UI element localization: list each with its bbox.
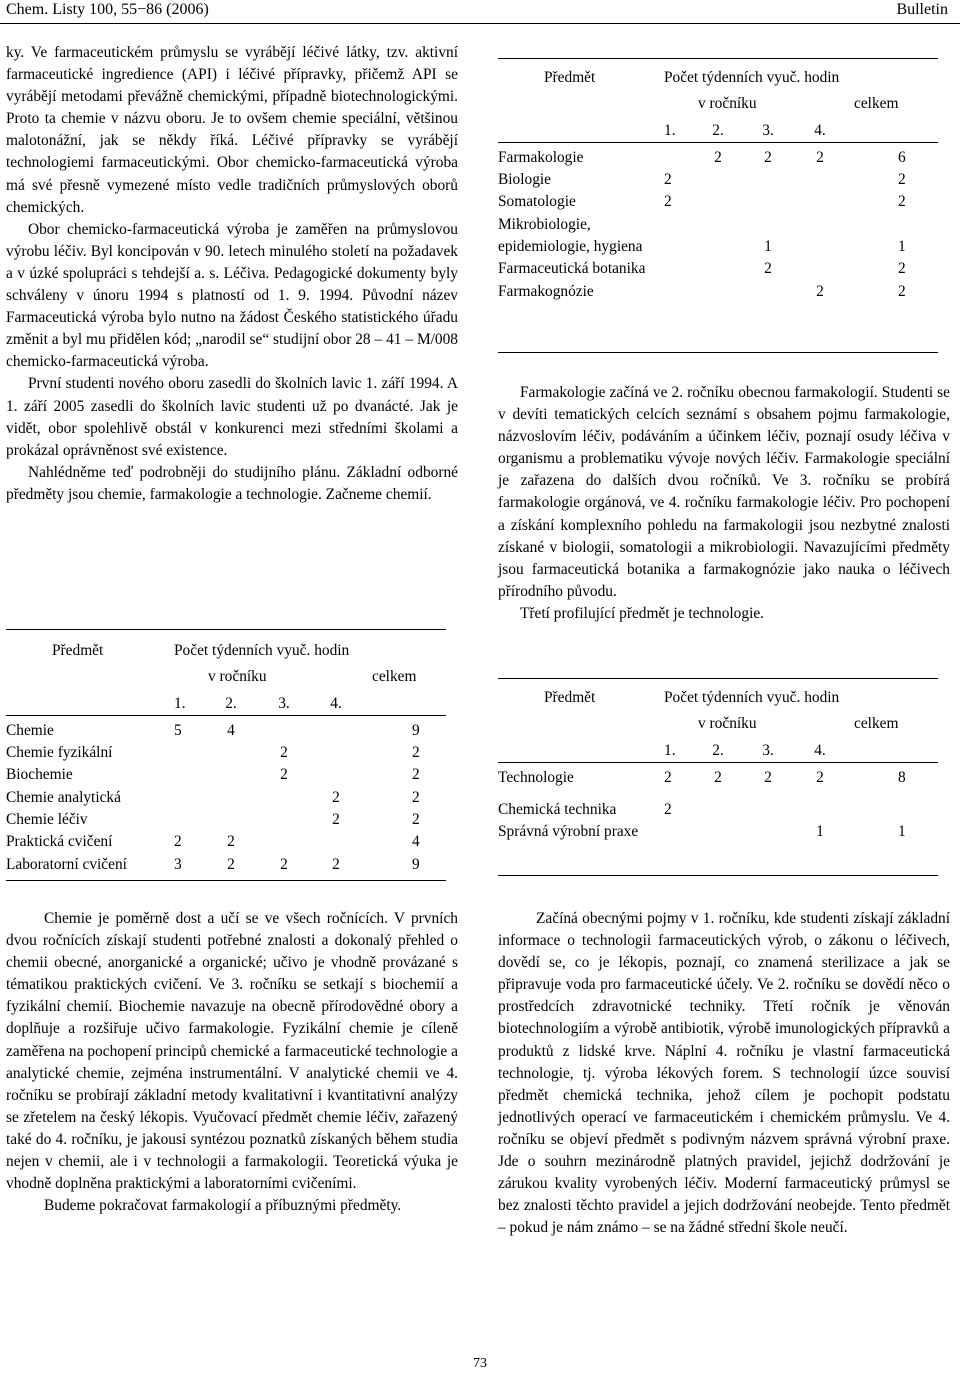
total-hours: 9 bbox=[412, 855, 420, 873]
year-2-header: 2. bbox=[712, 741, 724, 759]
col-subject-header: Předmět bbox=[52, 642, 104, 659]
table-row bbox=[498, 762, 938, 789]
paragraph: První studenti nového oboru zasedli do školních lavic 1. září 1994. A 1. září 2005 zasedli do školních lavic studenti už po dvanácté. Jak je vidět, obor spolehlivě obstál v konkurenci mezi středními školami a prokázal oprávněnost své existence. bbox=[6, 375, 458, 459]
subject-name: Chemie analytická bbox=[6, 788, 121, 806]
col-total-header: celkem bbox=[854, 95, 899, 113]
year-1-hours: 5 bbox=[174, 721, 182, 739]
col-year-header: v ročníku bbox=[698, 715, 757, 733]
year-3-hours: 2 bbox=[280, 744, 288, 762]
year-4-hours: 1 bbox=[816, 823, 824, 841]
year-3-hours: 2 bbox=[280, 766, 288, 784]
table-row bbox=[6, 831, 446, 853]
paragraph: Třetí profilující předmět je technologie. bbox=[520, 604, 765, 622]
year-1-hours bbox=[664, 821, 694, 843]
col-year-header: v ročníku bbox=[698, 95, 757, 113]
subject-name: Biologie bbox=[498, 171, 552, 189]
pharm-table-bottom-rule bbox=[498, 352, 938, 353]
total-hours: 2 bbox=[898, 282, 906, 300]
year-4-hours: 2 bbox=[332, 788, 340, 806]
year-4-header: 4. bbox=[814, 121, 826, 139]
chemistry-table bbox=[6, 629, 446, 876]
year-3-header: 3. bbox=[762, 121, 774, 139]
subject-name: Chemie bbox=[6, 721, 54, 739]
year-1-hours: 2 bbox=[664, 768, 672, 786]
year-4-hours bbox=[794, 169, 846, 191]
year-2-hours bbox=[206, 764, 256, 786]
total-hours: 9 bbox=[412, 721, 420, 739]
left-bottom-text bbox=[6, 908, 458, 1217]
page-number: 73 bbox=[473, 1356, 487, 1371]
right-bottom-text bbox=[498, 908, 950, 1239]
col-subject-header: Předmět bbox=[544, 69, 596, 86]
year-4-hours bbox=[794, 258, 846, 280]
year-4-hours bbox=[794, 191, 846, 213]
year-3-hours: 2 bbox=[764, 768, 772, 786]
total-hours: 2 bbox=[412, 811, 420, 829]
year-2-hours: 2 bbox=[227, 855, 235, 873]
year-1-hours: 3 bbox=[174, 855, 182, 873]
year-3-hours: 2 bbox=[764, 260, 772, 278]
right-mid-text bbox=[498, 382, 950, 625]
year-3-hours bbox=[256, 809, 312, 831]
year-2-hours bbox=[694, 214, 742, 259]
year-2-hours bbox=[206, 787, 256, 809]
table-row bbox=[6, 809, 446, 831]
year-3-hours bbox=[742, 821, 794, 843]
table-row bbox=[498, 214, 938, 259]
year-1-hours bbox=[664, 214, 694, 259]
table-row bbox=[498, 169, 938, 191]
paragraph: Začíná obecnými pojmy v 1. ročníku, kde studenti získají základní informace o technologii farmaceutických výrob, o zákonu o léčivech, dovědí se, co je lékopis, poznají, co znamená sterilizace a jak se připravuje voda pro farmaceutické účely. Ve 2. ročníku se dovědí něco o prostředcích zdravotnické techniky. Třetí ročník je věnován biotechnologiím a výrobě antibiotik, výrobě imunologických přípravků a produktů z lidské krve. Náplní 4. ročníku je vlastní farmaceutická technologie, tj. výroba lékových forem. S technologií úzce souvisí předmět chemická technika, jehož cílem je pochopit podstatu jednotlivých operací ve farmaceutickém i chemickém průmyslu. Ve 4. ročníku se objeví předmět s podivným názvem správná výrobní praxe. Jde o souhrn mezinárodně platných pravidel, jejichž dodržování je zárukou kvality vyrobených léčiv. Moderní farmaceutický průmysl se bez znalosti těchto pravidel a jejich dodržování neobejde. Tento předmět – pokud je nám známo – se na žádné střední škole neučí. bbox=[498, 910, 950, 1237]
table-row bbox=[498, 258, 938, 280]
total-hours: 2 bbox=[412, 744, 420, 762]
year-3-hours bbox=[256, 787, 312, 809]
table-row bbox=[498, 142, 938, 169]
table-row bbox=[498, 821, 938, 843]
year-3-hours bbox=[742, 191, 794, 213]
year-1-hours: 2 bbox=[174, 833, 182, 851]
table-row bbox=[6, 854, 446, 876]
subject-name: Praktická cvičení bbox=[6, 833, 113, 851]
year-4-hours bbox=[312, 764, 360, 786]
year-3-hours bbox=[742, 789, 794, 821]
year-2-hours: 4 bbox=[227, 721, 235, 739]
table-row bbox=[6, 742, 446, 764]
year-1-hours bbox=[664, 142, 694, 169]
year-4-hours bbox=[312, 715, 360, 742]
paragraph: ky. Ve farmaceutickém průmyslu se vyrábějí léčivé látky, tzv. aktivní farmaceutické ingredience (API) i léčivé přípravky, přičemž API se vyrábějí metodami převážně chemickými, případně biotechnologickými. Proto ta chemie v názvu oboru. Je to ovšem chemie speciální, většinou malotonážní, jak se někdy říká. Léčivé přípravky se vyrábějí technologiemi farmaceutickými. Obor chemicko-farmaceutická výroba má své přesně vymezené místo vedle tradičních průmyslových oborů chemických. bbox=[6, 44, 458, 216]
year-3-hours bbox=[742, 281, 794, 303]
year-1-hours: 2 bbox=[664, 171, 672, 189]
total-hours: 8 bbox=[898, 768, 906, 786]
total-hours: 2 bbox=[412, 788, 420, 806]
subject-name: Chemie léčiv bbox=[6, 811, 88, 829]
year-2-hours: 2 bbox=[227, 833, 235, 851]
technology-table bbox=[498, 678, 938, 844]
year-4-hours bbox=[794, 214, 846, 259]
year-2-hours bbox=[206, 742, 256, 764]
paragraph: Obor chemicko-farmaceutická výroba je zaměřen na průmyslovou výrobu léčiv. Byl koncipován v 90. letech minulého století na požadavek a v úzké spolupráci s tehdejší a. s. Léčiva. Pedagogické dokumenty byly schváleny v únoru 1994 s platností od 1. 9. 1994. Původní název Farmaceutická výroba bylo nutno na žádost Českého statistického úřadu změnit a byl mu přidělen kód; „narodil se“ studijní obor 28 – 41 – M/008 chemicko-farmaceutická výroba. bbox=[6, 220, 458, 371]
year-2-hours bbox=[694, 789, 742, 821]
subject-name: Laboratorní cvičení bbox=[6, 855, 127, 873]
year-3-hours: 2 bbox=[764, 148, 772, 166]
subject-name: Správná výrobní praxe bbox=[498, 823, 639, 841]
subject-name: Farmakognózie bbox=[498, 282, 594, 300]
year-2-hours bbox=[694, 258, 742, 280]
chem-table-bottom-rule bbox=[6, 880, 446, 881]
paragraph: Budeme pokračovat farmakologií a příbuznými předměty. bbox=[44, 1197, 402, 1215]
col-year-header: v ročníku bbox=[208, 668, 267, 686]
total-hours: 2 bbox=[412, 766, 420, 784]
year-2-hours bbox=[694, 169, 742, 191]
year-4-header: 4. bbox=[814, 741, 826, 759]
year-1-hours bbox=[174, 742, 206, 764]
col-subject-header: Předmět bbox=[544, 689, 596, 706]
table-row bbox=[498, 281, 938, 303]
table-row bbox=[6, 764, 446, 786]
total-hours: 6 bbox=[898, 148, 906, 166]
total-hours: 2 bbox=[898, 260, 906, 278]
year-4-hours bbox=[794, 789, 846, 821]
year-2-hours bbox=[694, 191, 742, 213]
year-4-hours: 2 bbox=[816, 282, 824, 300]
year-1-hours: 2 bbox=[664, 193, 672, 211]
subject-name: Chemie fyzikální bbox=[6, 744, 113, 762]
subject-name: Somatologie bbox=[498, 193, 576, 211]
year-3-hours: 1 bbox=[764, 238, 772, 256]
table-row bbox=[6, 787, 446, 809]
year-2-hours bbox=[206, 809, 256, 831]
paragraph: Chemie je poměrně dost a učí se ve všech ročnících. V prvních dvou ročnících získají studenti potřebné znalosti a dokonalý přehled o chemii obecné, anorganické a organické; učivo je vhodně provázané s tématikou praktických cvičení. Ve 3. ročníku se setkají s biochemií a fyzikální chemií. Biochemie navazuje na obecně přírodovědné obory a doplňuje a rozšiřuje učivo farmakologie. Fyzikální chemie je cíleně zaměřena na pochopení principů chemické a farmaceutické technologie a analytické chemie, zejména instrumentální. V analytické chemii ve 4. ročníku se probírají základní metody kvalitativní i kvantitativní analýzy se zřetelem na český lékopis. Vyučovací předmět chemie léčiv, zařazený také do 4. ročníku, je jakousi syntézou poznatků získaných během studia nejen v chemii, ale i v technologii a farmakologii. Teoretická výuka je vhodně doplněna praktickými a laboratorními cvičeními. bbox=[6, 910, 458, 1193]
pharmacology-table bbox=[498, 58, 938, 303]
total-hours: 2 bbox=[898, 171, 906, 189]
paragraph: Farmakologie začíná ve 2. ročníku obecnou farmakologií. Studenti se v devíti tematických celcích seznámí s obsahem pojmu farmakologie, názvoslovím léčiv, podáváním a účinkem léčiv, poznají osudy léčiva v organismu a problematiku vývoje nových léčiv. Farmakologie speciální je zařazena do dalších dvou ročníků. Ve 3. ročníku se probírá farmakologie orgánová, ve 4. ročníku farmakologie léčiv. Pro pochopení a získání komplexního pohledu na farmakologii jsou nezbytné znalosti získané v biologii, somatologii a mikrobiologii. Navazujícími předměty jsou farmaceutická botanika a farmakognózie jako nauka o léčivech přírodního původu. bbox=[498, 384, 950, 600]
year-1-hours bbox=[174, 809, 206, 831]
col-total-header: celkem bbox=[372, 668, 417, 686]
year-1-hours bbox=[174, 764, 206, 786]
year-4-hours bbox=[312, 831, 360, 853]
year-2-hours: 2 bbox=[714, 768, 722, 786]
subject-name: Biochemie bbox=[6, 766, 73, 784]
year-1-hours bbox=[664, 281, 694, 303]
year-2-hours: 2 bbox=[714, 148, 722, 166]
year-4-hours: 2 bbox=[332, 811, 340, 829]
table-row bbox=[498, 191, 938, 213]
header-rule bbox=[0, 23, 960, 24]
year-3-hours bbox=[256, 715, 312, 742]
col-count-header: Počet týdenních vyuč. hodin bbox=[174, 642, 350, 659]
subject-name: Farmakologie bbox=[498, 148, 584, 166]
subject-name: Mikrobiologie, epidemiologie, hygiena bbox=[498, 215, 643, 256]
subject-name: Chemická technika bbox=[498, 801, 617, 819]
year-1-hours: 2 bbox=[664, 801, 672, 819]
journal-citation: Chem. Listy 100, 55−86 (2006) bbox=[6, 1, 209, 18]
running-header bbox=[0, 0, 960, 24]
subject-name: Farmaceutická botanika bbox=[498, 260, 646, 278]
year-1-hours bbox=[664, 258, 694, 280]
year-1-hours bbox=[174, 787, 206, 809]
year-2-header: 2. bbox=[225, 694, 237, 712]
year-3-hours bbox=[256, 831, 312, 853]
total-hours: 2 bbox=[898, 193, 906, 211]
year-4-hours: 2 bbox=[332, 855, 340, 873]
year-2-hours bbox=[694, 281, 742, 303]
total-hours: 4 bbox=[412, 833, 420, 851]
subject-name: Technologie bbox=[498, 768, 574, 786]
tech-table-bottom-rule bbox=[498, 875, 938, 876]
year-3-hours: 2 bbox=[280, 855, 288, 873]
year-4-header: 4. bbox=[330, 694, 342, 712]
year-1-header: 1. bbox=[664, 741, 676, 759]
left-top-text bbox=[6, 42, 458, 506]
section-label: Bulletin bbox=[896, 1, 948, 18]
year-2-header: 2. bbox=[712, 121, 724, 139]
year-1-header: 1. bbox=[664, 121, 676, 139]
total-hours bbox=[846, 789, 938, 821]
table-row bbox=[498, 789, 938, 821]
year-3-header: 3. bbox=[278, 694, 290, 712]
year-4-hours: 2 bbox=[816, 148, 824, 166]
paragraph: Nahlédněme teď podrobněji do studijního plánu. Základní odborné předměty jsou chemie, farmakologie a technologie. Začneme chemií. bbox=[6, 463, 458, 503]
year-4-hours: 2 bbox=[816, 768, 824, 786]
year-3-hours bbox=[742, 169, 794, 191]
year-1-header: 1. bbox=[174, 694, 186, 712]
col-count-header: Počet týdenních vyuč. hodin bbox=[664, 69, 840, 86]
total-hours: 1 bbox=[898, 238, 906, 256]
col-total-header: celkem bbox=[854, 715, 899, 733]
col-count-header: Počet týdenních vyuč. hodin bbox=[664, 689, 840, 706]
total-hours: 1 bbox=[898, 823, 906, 841]
year-4-hours bbox=[312, 742, 360, 764]
year-2-hours bbox=[694, 821, 742, 843]
table-row bbox=[6, 715, 446, 742]
year-3-header: 3. bbox=[762, 741, 774, 759]
